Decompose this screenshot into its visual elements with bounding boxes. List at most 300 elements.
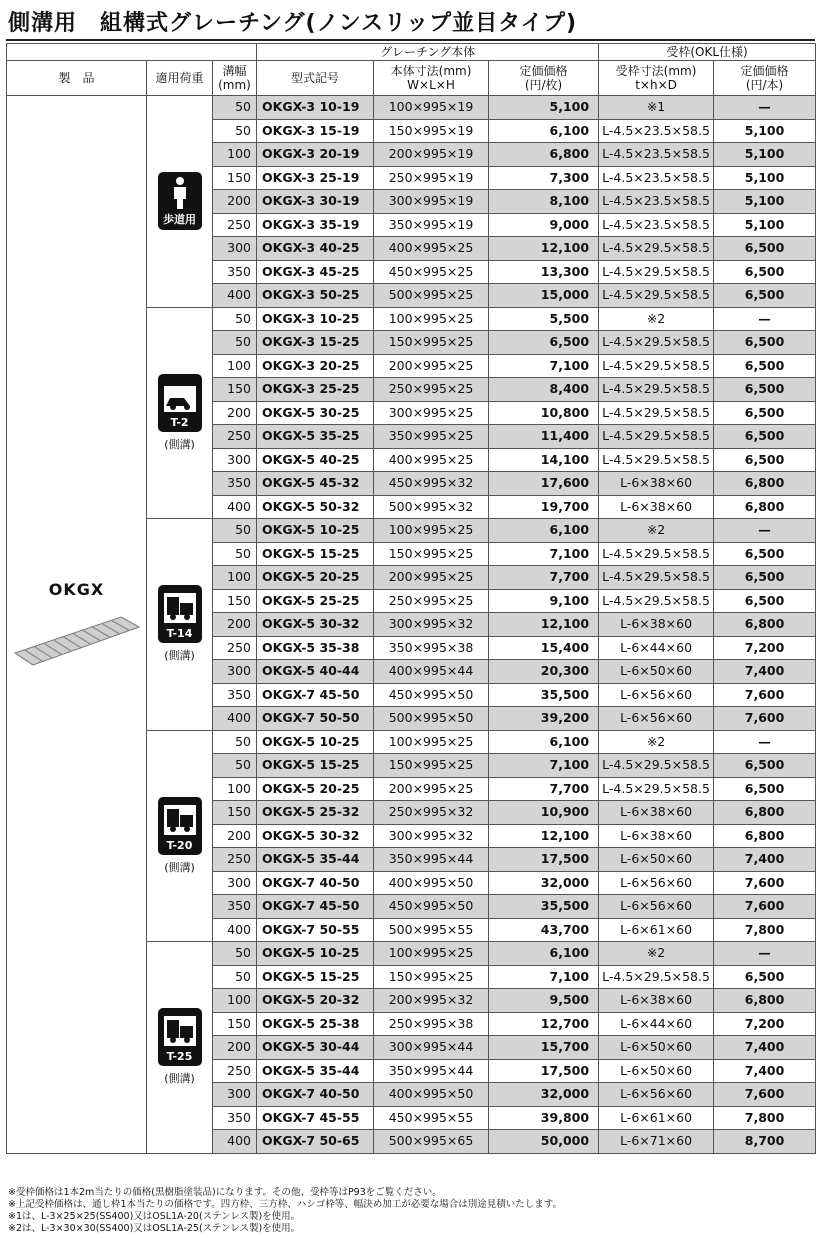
price-cell: 7,100 bbox=[489, 354, 599, 378]
frame-dims-cell: L-4.5×23.5×58.5 bbox=[599, 190, 714, 214]
frame-price-cell: 7,200 bbox=[714, 1012, 816, 1036]
width-cell: 50 bbox=[213, 730, 257, 754]
width-cell: 200 bbox=[213, 190, 257, 214]
price-cell: 7,100 bbox=[489, 542, 599, 566]
frame-dims-cell: L-4.5×29.5×58.5 bbox=[599, 260, 714, 284]
width-cell: 50 bbox=[213, 754, 257, 778]
model-cell: OKGX-5 35-25 bbox=[257, 425, 374, 449]
product-cell bbox=[7, 96, 147, 1154]
title-rule bbox=[6, 39, 815, 41]
table-body bbox=[7, 96, 816, 1154]
model-cell: OKGX-5 35-38 bbox=[257, 636, 374, 660]
frame-dims-cell: L-4.5×29.5×58.5 bbox=[599, 566, 714, 590]
price-cell: 13,300 bbox=[489, 260, 599, 284]
frame-dims-cell: L-6×38×60 bbox=[599, 989, 714, 1013]
product-name: OKGX bbox=[48, 580, 105, 600]
load-badge bbox=[158, 172, 202, 230]
dims-cell: 350×995×19 bbox=[374, 213, 489, 237]
model-cell: OKGX-5 50-32 bbox=[257, 495, 374, 519]
width-cell: 100 bbox=[213, 354, 257, 378]
load-cell bbox=[147, 96, 213, 308]
price-cell: 12,100 bbox=[489, 824, 599, 848]
price-cell: 15,400 bbox=[489, 636, 599, 660]
model-cell: OKGX-7 45-50 bbox=[257, 683, 374, 707]
frame-price-cell: 7,200 bbox=[714, 636, 816, 660]
model-cell: OKGX-5 15-25 bbox=[257, 965, 374, 989]
frame-dims-cell: L-6×38×60 bbox=[599, 472, 714, 496]
load-badge bbox=[158, 797, 202, 855]
width-cell: 400 bbox=[213, 707, 257, 731]
dims-cell: 200×995×32 bbox=[374, 989, 489, 1013]
model-cell: OKGX-5 15-25 bbox=[257, 542, 374, 566]
frame-price-cell: 5,100 bbox=[714, 143, 816, 167]
frame-dims-cell: ※2 bbox=[599, 307, 714, 331]
frame-dims-cell: L-4.5×23.5×58.5 bbox=[599, 166, 714, 190]
frame-price-cell: 5,100 bbox=[714, 166, 816, 190]
model-cell: OKGX-3 10-19 bbox=[257, 96, 374, 120]
price-cell: 6,100 bbox=[489, 119, 599, 143]
frame-price-cell: 7,400 bbox=[714, 660, 816, 684]
width-cell: 300 bbox=[213, 448, 257, 472]
load-badge bbox=[158, 1008, 202, 1066]
dims-cell: 300×995×19 bbox=[374, 190, 489, 214]
frame-price-cell: 6,500 bbox=[714, 425, 816, 449]
dims-cell: 100×995×19 bbox=[374, 96, 489, 120]
frame-dims-cell: ※2 bbox=[599, 519, 714, 543]
load-sub-label: (側溝) bbox=[164, 437, 195, 451]
frame-price-cell: — bbox=[714, 307, 816, 331]
price-cell: 7,100 bbox=[489, 965, 599, 989]
frame-price-cell: — bbox=[714, 96, 816, 120]
model-cell: OKGX-5 40-25 bbox=[257, 448, 374, 472]
dims-cell: 350×995×25 bbox=[374, 425, 489, 449]
frame-price-cell: 6,500 bbox=[714, 777, 816, 801]
width-cell: 250 bbox=[213, 636, 257, 660]
frame-price-cell: 5,100 bbox=[714, 213, 816, 237]
dims-cell: 500×995×55 bbox=[374, 918, 489, 942]
width-cell: 50 bbox=[213, 942, 257, 966]
frame-price-cell: 6,500 bbox=[714, 331, 816, 355]
model-cell: OKGX-3 45-25 bbox=[257, 260, 374, 284]
header-model: 型式記号 bbox=[257, 61, 374, 96]
price-cell: 32,000 bbox=[489, 1083, 599, 1107]
frame-price-cell: 6,800 bbox=[714, 801, 816, 825]
dims-cell: 100×995×25 bbox=[374, 307, 489, 331]
model-cell: OKGX-7 40-50 bbox=[257, 1083, 374, 1107]
frame-price-cell: 7,600 bbox=[714, 683, 816, 707]
width-cell: 200 bbox=[213, 401, 257, 425]
model-cell: OKGX-3 15-25 bbox=[257, 331, 374, 355]
frame-dims-cell: L-4.5×29.5×58.5 bbox=[599, 425, 714, 449]
load-sub-label: (側溝) bbox=[164, 649, 195, 663]
model-cell: OKGX-3 10-25 bbox=[257, 307, 374, 331]
width-cell: 150 bbox=[213, 378, 257, 402]
frame-price-cell: 7,400 bbox=[714, 848, 816, 872]
width-cell: 100 bbox=[213, 777, 257, 801]
header-dims: 本体寸法(mm) W×L×H bbox=[374, 61, 489, 96]
width-cell: 300 bbox=[213, 1083, 257, 1107]
frame-price-cell: 6,800 bbox=[714, 989, 816, 1013]
frame-price-cell: 6,500 bbox=[714, 284, 816, 308]
model-cell: OKGX-3 40-25 bbox=[257, 237, 374, 261]
price-cell: 9,500 bbox=[489, 989, 599, 1013]
price-cell: 10,900 bbox=[489, 801, 599, 825]
width-cell: 50 bbox=[213, 119, 257, 143]
frame-price-cell: 6,800 bbox=[714, 495, 816, 519]
price-cell: 32,000 bbox=[489, 871, 599, 895]
frame-dims-cell: L-6×71×60 bbox=[599, 1130, 714, 1154]
footnote: ※2は、L-3×30×30(SS400)又はOSL1A-25(ステンレス製)を使用。 bbox=[8, 1223, 301, 1234]
frame-price-cell: 6,800 bbox=[714, 472, 816, 496]
model-cell: OKGX-7 50-65 bbox=[257, 1130, 374, 1154]
frame-price-cell: 6,800 bbox=[714, 613, 816, 637]
dims-cell: 300×995×32 bbox=[374, 613, 489, 637]
dims-cell: 150×995×25 bbox=[374, 331, 489, 355]
frame-price-cell: 6,800 bbox=[714, 824, 816, 848]
frame-dims-cell: L-4.5×23.5×58.5 bbox=[599, 119, 714, 143]
grating-image bbox=[13, 611, 141, 669]
width-cell: 400 bbox=[213, 1130, 257, 1154]
load-cell bbox=[147, 730, 213, 942]
frame-price-cell: 6,500 bbox=[714, 378, 816, 402]
frame-dims-cell: L-6×56×60 bbox=[599, 707, 714, 731]
width-cell: 350 bbox=[213, 1106, 257, 1130]
price-cell: 6,100 bbox=[489, 730, 599, 754]
frame-price-cell: 7,600 bbox=[714, 1083, 816, 1107]
frame-dims-cell: L-6×61×60 bbox=[599, 918, 714, 942]
width-cell: 200 bbox=[213, 613, 257, 637]
frame-dims-cell: L-6×50×60 bbox=[599, 1036, 714, 1060]
price-cell: 35,500 bbox=[489, 895, 599, 919]
width-cell: 300 bbox=[213, 871, 257, 895]
frame-price-cell: 6,500 bbox=[714, 237, 816, 261]
model-cell: OKGX-5 10-25 bbox=[257, 519, 374, 543]
footnotes bbox=[8, 1187, 562, 1235]
header-frame-dims: 受枠寸法(mm) t×h×D bbox=[599, 61, 714, 96]
width-cell: 350 bbox=[213, 895, 257, 919]
width-cell: 150 bbox=[213, 801, 257, 825]
frame-price-cell: 6,500 bbox=[714, 754, 816, 778]
model-cell: OKGX-5 10-25 bbox=[257, 942, 374, 966]
dims-cell: 100×995×25 bbox=[374, 942, 489, 966]
dims-cell: 400×995×25 bbox=[374, 237, 489, 261]
width-cell: 400 bbox=[213, 495, 257, 519]
frame-price-cell: 6,500 bbox=[714, 401, 816, 425]
price-cell: 9,100 bbox=[489, 589, 599, 613]
frame-dims-cell: L-6×56×60 bbox=[599, 1083, 714, 1107]
frame-dims-cell: L-4.5×29.5×58.5 bbox=[599, 965, 714, 989]
model-cell: OKGX-5 10-25 bbox=[257, 730, 374, 754]
footnote: ※1は、L-3×25×25(SS400)又はOSL1A-20(ステンレス製)を使用。 bbox=[8, 1211, 301, 1222]
dims-cell: 150×995×25 bbox=[374, 965, 489, 989]
dims-cell: 400×995×25 bbox=[374, 448, 489, 472]
model-cell: OKGX-5 15-25 bbox=[257, 754, 374, 778]
width-cell: 150 bbox=[213, 1012, 257, 1036]
frame-price-cell: 5,100 bbox=[714, 119, 816, 143]
header-frame-group: 受枠(OKL仕様) bbox=[599, 44, 816, 61]
dims-cell: 150×995×19 bbox=[374, 119, 489, 143]
header-price: 定価価格 (円/枚) bbox=[489, 61, 599, 96]
price-cell: 35,500 bbox=[489, 683, 599, 707]
frame-dims-cell: ※2 bbox=[599, 942, 714, 966]
load-sub-label: (側溝) bbox=[164, 1072, 195, 1086]
dims-cell: 200×995×25 bbox=[374, 354, 489, 378]
footnote: ※上記受枠価格は、通し枠1本当たりの価格です。四方枠、三方枠、ハシゴ枠等、幅決め加工が必要な場合は別途見積いたします。 bbox=[8, 1199, 562, 1210]
price-cell: 50,000 bbox=[489, 1130, 599, 1154]
dims-cell: 100×995×25 bbox=[374, 730, 489, 754]
frame-dims-cell: L-4.5×29.5×58.5 bbox=[599, 401, 714, 425]
price-cell: 7,100 bbox=[489, 754, 599, 778]
model-cell: OKGX-5 30-25 bbox=[257, 401, 374, 425]
header-frame-price: 定価価格 (円/本) bbox=[714, 61, 816, 96]
footnote: ※受枠価格は1本2m当たりの価格(黒樹脂塗装品)になります。その他、受枠等はP93をご覧ください。 bbox=[8, 1187, 442, 1198]
frame-price-cell: 7,400 bbox=[714, 1036, 816, 1060]
dims-cell: 300×995×25 bbox=[374, 401, 489, 425]
model-cell: OKGX-3 20-25 bbox=[257, 354, 374, 378]
dims-cell: 500×995×65 bbox=[374, 1130, 489, 1154]
price-cell: 10,800 bbox=[489, 401, 599, 425]
frame-price-cell: — bbox=[714, 730, 816, 754]
price-cell: 6,800 bbox=[489, 143, 599, 167]
model-cell: OKGX-7 50-55 bbox=[257, 918, 374, 942]
dims-cell: 500×995×50 bbox=[374, 707, 489, 731]
dims-cell: 450×995×25 bbox=[374, 260, 489, 284]
frame-price-cell: 6,500 bbox=[714, 589, 816, 613]
dims-cell: 350×995×44 bbox=[374, 1059, 489, 1083]
frame-dims-cell: ※2 bbox=[599, 730, 714, 754]
load-badge-label: T-20 bbox=[166, 838, 193, 852]
width-cell: 50 bbox=[213, 96, 257, 120]
price-cell: 5,100 bbox=[489, 96, 599, 120]
dims-cell: 250×995×25 bbox=[374, 378, 489, 402]
width-cell: 100 bbox=[213, 566, 257, 590]
model-cell: OKGX-5 30-44 bbox=[257, 1036, 374, 1060]
model-cell: OKGX-3 25-25 bbox=[257, 378, 374, 402]
model-cell: OKGX-7 50-50 bbox=[257, 707, 374, 731]
table-row bbox=[7, 96, 816, 120]
width-cell: 250 bbox=[213, 213, 257, 237]
price-cell: 39,800 bbox=[489, 1106, 599, 1130]
price-cell: 17,600 bbox=[489, 472, 599, 496]
frame-dims-cell: L-6×50×60 bbox=[599, 660, 714, 684]
frame-dims-cell: L-4.5×29.5×58.5 bbox=[599, 589, 714, 613]
dims-cell: 200×995×19 bbox=[374, 143, 489, 167]
price-cell: 39,200 bbox=[489, 707, 599, 731]
width-cell: 50 bbox=[213, 965, 257, 989]
price-cell: 7,700 bbox=[489, 777, 599, 801]
frame-dims-cell: L-4.5×29.5×58.5 bbox=[599, 237, 714, 261]
dims-cell: 150×995×25 bbox=[374, 542, 489, 566]
price-cell: 43,700 bbox=[489, 918, 599, 942]
header-blank bbox=[7, 44, 257, 61]
price-cell: 12,100 bbox=[489, 237, 599, 261]
width-cell: 50 bbox=[213, 307, 257, 331]
frame-dims-cell: L-4.5×29.5×58.5 bbox=[599, 378, 714, 402]
price-cell: 12,100 bbox=[489, 613, 599, 637]
price-cell: 15,000 bbox=[489, 284, 599, 308]
frame-dims-cell: L-6×38×60 bbox=[599, 613, 714, 637]
model-cell: OKGX-3 35-19 bbox=[257, 213, 374, 237]
load-badge-label: T-2 bbox=[170, 415, 189, 429]
model-cell: OKGX-7 45-50 bbox=[257, 895, 374, 919]
frame-dims-cell: L-4.5×29.5×58.5 bbox=[599, 542, 714, 566]
frame-dims-cell: L-4.5×29.5×58.5 bbox=[599, 331, 714, 355]
width-cell: 50 bbox=[213, 331, 257, 355]
model-cell: OKGX-5 20-25 bbox=[257, 777, 374, 801]
model-cell: OKGX-5 25-25 bbox=[257, 589, 374, 613]
price-cell: 11,400 bbox=[489, 425, 599, 449]
frame-price-cell: 6,500 bbox=[714, 965, 816, 989]
dims-cell: 350×995×44 bbox=[374, 848, 489, 872]
price-cell: 8,100 bbox=[489, 190, 599, 214]
dims-cell: 250×995×19 bbox=[374, 166, 489, 190]
width-cell: 150 bbox=[213, 589, 257, 613]
model-cell: OKGX-5 45-32 bbox=[257, 472, 374, 496]
dims-cell: 500×995×32 bbox=[374, 495, 489, 519]
model-cell: OKGX-7 45-55 bbox=[257, 1106, 374, 1130]
width-cell: 250 bbox=[213, 1059, 257, 1083]
frame-dims-cell: L-6×38×60 bbox=[599, 824, 714, 848]
frame-dims-cell: L-4.5×23.5×58.5 bbox=[599, 213, 714, 237]
frame-price-cell: 6,500 bbox=[714, 566, 816, 590]
dims-cell: 300×995×44 bbox=[374, 1036, 489, 1060]
frame-price-cell: — bbox=[714, 942, 816, 966]
header-grating-group: グレーチング本体 bbox=[257, 44, 599, 61]
width-cell: 250 bbox=[213, 848, 257, 872]
frame-dims-cell: L-6×38×60 bbox=[599, 495, 714, 519]
width-cell: 250 bbox=[213, 425, 257, 449]
load-badge-label: T-14 bbox=[166, 627, 193, 641]
frame-price-cell: 6,500 bbox=[714, 542, 816, 566]
model-cell: OKGX-3 25-19 bbox=[257, 166, 374, 190]
frame-dims-cell: L-4.5×23.5×58.5 bbox=[599, 143, 714, 167]
model-cell: OKGX-7 40-50 bbox=[257, 871, 374, 895]
model-cell: OKGX-5 35-44 bbox=[257, 848, 374, 872]
width-cell: 300 bbox=[213, 660, 257, 684]
dims-cell: 400×995×44 bbox=[374, 660, 489, 684]
model-cell: OKGX-5 35-44 bbox=[257, 1059, 374, 1083]
dims-cell: 400×995×50 bbox=[374, 871, 489, 895]
model-cell: OKGX-5 30-32 bbox=[257, 824, 374, 848]
price-cell: 6,100 bbox=[489, 519, 599, 543]
width-cell: 350 bbox=[213, 683, 257, 707]
model-cell: OKGX-5 20-32 bbox=[257, 989, 374, 1013]
dims-cell: 450×995×50 bbox=[374, 895, 489, 919]
frame-price-cell: 7,400 bbox=[714, 1059, 816, 1083]
price-cell: 17,500 bbox=[489, 1059, 599, 1083]
width-cell: 400 bbox=[213, 918, 257, 942]
dims-cell: 300×995×32 bbox=[374, 824, 489, 848]
load-cell bbox=[147, 519, 213, 731]
dims-cell: 100×995×25 bbox=[374, 519, 489, 543]
frame-dims-cell: L-4.5×29.5×58.5 bbox=[599, 448, 714, 472]
header-width: 溝幅 (mm) bbox=[213, 61, 257, 96]
dims-cell: 450×995×32 bbox=[374, 472, 489, 496]
price-cell: 12,700 bbox=[489, 1012, 599, 1036]
dims-cell: 250×995×25 bbox=[374, 589, 489, 613]
model-cell: OKGX-5 25-38 bbox=[257, 1012, 374, 1036]
model-cell: OKGX-5 30-32 bbox=[257, 613, 374, 637]
header-product: 製 品 bbox=[7, 61, 147, 96]
width-cell: 300 bbox=[213, 237, 257, 261]
width-cell: 150 bbox=[213, 166, 257, 190]
width-cell: 200 bbox=[213, 824, 257, 848]
price-cell: 7,300 bbox=[489, 166, 599, 190]
load-badge-label: 歩道用 bbox=[163, 213, 196, 227]
price-cell: 20,300 bbox=[489, 660, 599, 684]
width-cell: 100 bbox=[213, 989, 257, 1013]
price-cell: 15,700 bbox=[489, 1036, 599, 1060]
load-cell bbox=[147, 942, 213, 1154]
frame-dims-cell: L-6×56×60 bbox=[599, 871, 714, 895]
price-cell: 7,700 bbox=[489, 566, 599, 590]
price-cell: 19,700 bbox=[489, 495, 599, 519]
frame-dims-cell: L-6×50×60 bbox=[599, 1059, 714, 1083]
width-cell: 100 bbox=[213, 143, 257, 167]
load-sub-label: (側溝) bbox=[164, 860, 195, 874]
model-cell: OKGX-5 25-32 bbox=[257, 801, 374, 825]
price-cell: 6,100 bbox=[489, 942, 599, 966]
dims-cell: 200×995×25 bbox=[374, 566, 489, 590]
dims-cell: 350×995×38 bbox=[374, 636, 489, 660]
frame-dims-cell: L-6×44×60 bbox=[599, 636, 714, 660]
frame-price-cell: 6,500 bbox=[714, 354, 816, 378]
price-cell: 6,500 bbox=[489, 331, 599, 355]
frame-dims-cell: L-4.5×29.5×58.5 bbox=[599, 777, 714, 801]
price-table bbox=[6, 43, 816, 1154]
dims-cell: 400×995×50 bbox=[374, 1083, 489, 1107]
frame-price-cell: 7,800 bbox=[714, 918, 816, 942]
dims-cell: 450×995×55 bbox=[374, 1106, 489, 1130]
frame-dims-cell: L-6×38×60 bbox=[599, 801, 714, 825]
frame-price-cell: 8,700 bbox=[714, 1130, 816, 1154]
price-cell: 14,100 bbox=[489, 448, 599, 472]
page-title: 側溝用 組構式グレーチング(ノンスリップ並目タイプ) bbox=[8, 11, 578, 36]
dims-cell: 450×995×50 bbox=[374, 683, 489, 707]
frame-dims-cell: ※1 bbox=[599, 96, 714, 120]
model-cell: OKGX-5 40-44 bbox=[257, 660, 374, 684]
frame-dims-cell: L-6×61×60 bbox=[599, 1106, 714, 1130]
load-badge-label: T-25 bbox=[166, 1050, 193, 1064]
dims-cell: 500×995×25 bbox=[374, 284, 489, 308]
frame-dims-cell: L-6×56×60 bbox=[599, 895, 714, 919]
price-cell: 8,400 bbox=[489, 378, 599, 402]
width-cell: 50 bbox=[213, 519, 257, 543]
width-cell: 400 bbox=[213, 284, 257, 308]
price-cell: 5,500 bbox=[489, 307, 599, 331]
model-cell: OKGX-3 50-25 bbox=[257, 284, 374, 308]
load-badge bbox=[158, 374, 202, 432]
model-cell: OKGX-3 30-19 bbox=[257, 190, 374, 214]
frame-price-cell: 7,600 bbox=[714, 895, 816, 919]
width-cell: 350 bbox=[213, 260, 257, 284]
frame-price-cell: 6,500 bbox=[714, 260, 816, 284]
load-badge bbox=[158, 585, 202, 643]
dims-cell: 150×995×25 bbox=[374, 754, 489, 778]
header-load: 適用荷重 bbox=[147, 61, 213, 96]
frame-price-cell: 7,600 bbox=[714, 871, 816, 895]
model-cell: OKGX-5 20-25 bbox=[257, 566, 374, 590]
frame-dims-cell: L-4.5×29.5×58.5 bbox=[599, 754, 714, 778]
load-cell bbox=[147, 307, 213, 519]
frame-dims-cell: L-6×50×60 bbox=[599, 848, 714, 872]
price-cell: 9,000 bbox=[489, 213, 599, 237]
frame-price-cell: — bbox=[714, 519, 816, 543]
frame-price-cell: 6,500 bbox=[714, 448, 816, 472]
price-cell: 17,500 bbox=[489, 848, 599, 872]
frame-price-cell: 7,800 bbox=[714, 1106, 816, 1130]
frame-price-cell: 5,100 bbox=[714, 190, 816, 214]
